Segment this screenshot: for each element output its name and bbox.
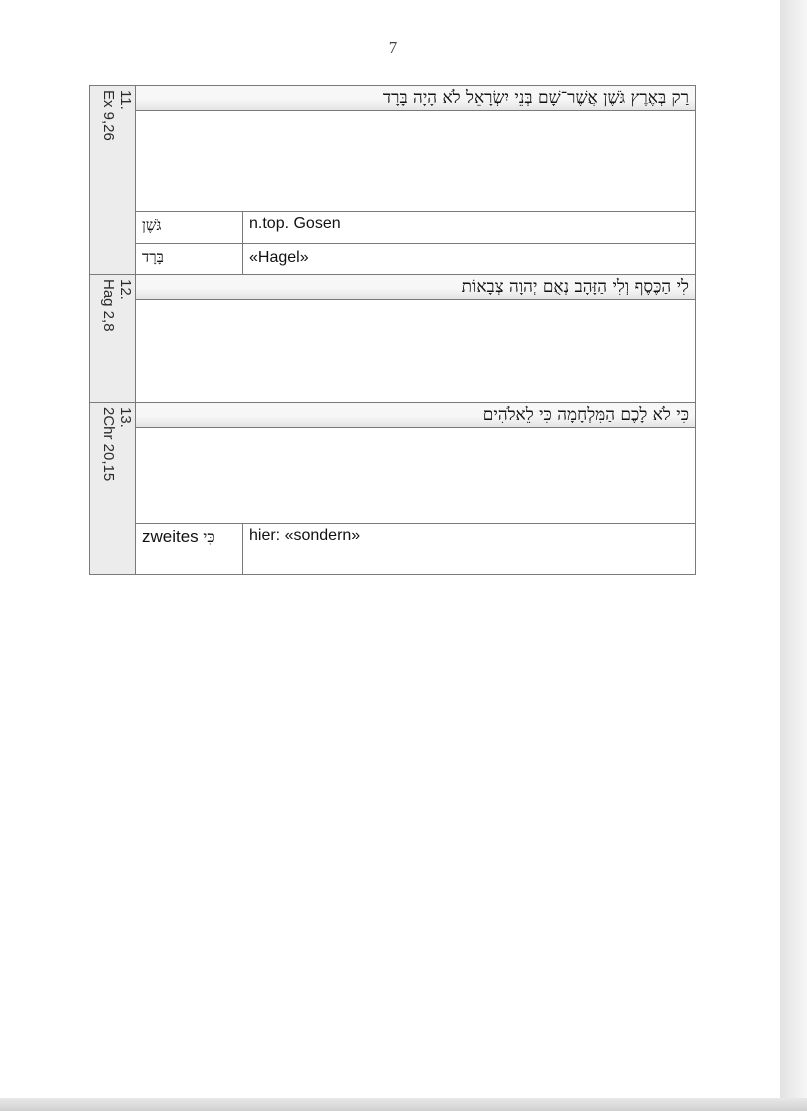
reference-label: Ex 9,26 (100, 90, 117, 141)
exercise-table (89, 85, 696, 575)
reference-cell (90, 86, 136, 274)
vocab-term (136, 244, 243, 274)
vocab-term-hebrew: בָּרָד (142, 248, 164, 266)
reference-cell (90, 275, 136, 402)
vocab-term-prefix: zweites (142, 527, 199, 546)
entry-number: 11. (117, 90, 134, 110)
vocab-term-hebrew: גֹּשֶׁן (142, 216, 162, 234)
translation-space[interactable] (136, 428, 695, 523)
page-edge-shadow (780, 0, 807, 1111)
hebrew-verse: לִי הַכֶּסֶף וְלִי הַזָּהָב נְאֻם יְהוָה צְבָאוֹת (136, 275, 695, 300)
vocab-term-hebrew: כִּי (203, 528, 215, 546)
vocab-term (136, 524, 243, 574)
exercise-entry-11 (90, 86, 695, 274)
reference-label: Hag 2,8 (100, 279, 117, 332)
verse-reference (100, 90, 134, 141)
verse-reference (100, 279, 134, 332)
hebrew-verse: רַק בְּאֶרֶץ גֹּשֶׁן אֲשֶׁר־שָׁם בְּנֵי יִשְׂרָאֵל לֹא הָיָה בָּרָד (136, 86, 695, 111)
exercise-entry-13 (90, 403, 695, 574)
reference-cell (90, 403, 136, 574)
page-number: 7 (388, 38, 398, 57)
vocab-gloss: «Hagel» (249, 249, 309, 266)
verse-reference (100, 407, 134, 481)
translation-space[interactable] (136, 300, 695, 402)
hebrew-verse: כִּי לֹא לָכֶם הַמִּלְחָמָה כִּי לֵאלֹהִים (136, 403, 695, 428)
reference-label: 2Chr 20,15 (100, 407, 117, 482)
vocab-row (136, 523, 695, 574)
vocab-row (136, 211, 695, 243)
translation-space[interactable] (136, 111, 695, 211)
vocab-term (136, 212, 243, 243)
entry-number: 13. (117, 407, 134, 428)
vocab-row (136, 243, 695, 274)
page-bottom-shadow (0, 1098, 807, 1111)
exercise-entry-12 (90, 275, 695, 402)
vocab-gloss: n.top. Gosen (249, 215, 341, 232)
vocab-gloss: hier: «sondern» (249, 527, 361, 544)
entry-number: 12. (117, 279, 134, 300)
